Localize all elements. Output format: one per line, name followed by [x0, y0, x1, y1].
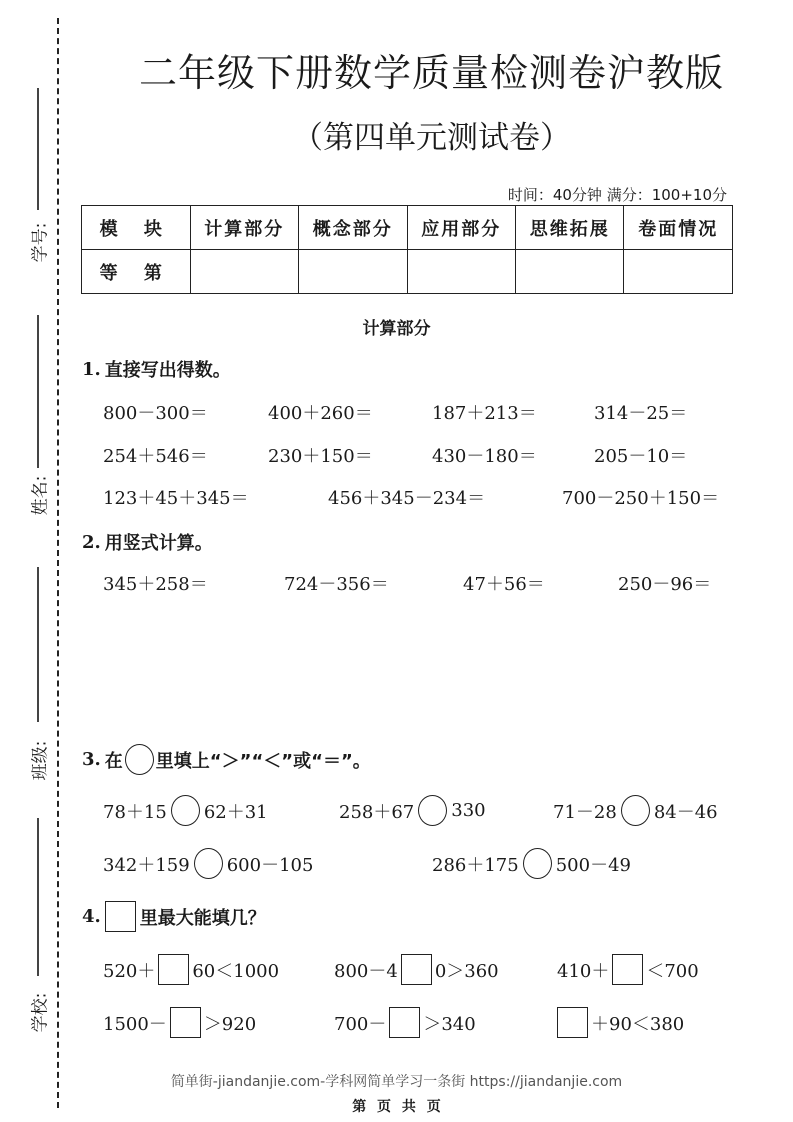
q2-title — [82, 529, 213, 555]
grade-cell-application[interactable] — [407, 250, 515, 294]
score-header-concept: 概念部分 — [299, 206, 407, 250]
q4-right-expr: 0＞360 — [434, 960, 499, 982]
q3-left-expr: 258＋67 — [339, 801, 415, 823]
q4-left-expr: 520＋ — [103, 960, 156, 982]
q3-left-expr: 286＋175 — [432, 854, 519, 876]
q3-text-post: 里填上“＞”“＜”或“＝”。 — [155, 750, 371, 772]
time-score-info: 时间：40分钟 满分：100+10分 — [507, 186, 727, 204]
q2-text: 用竖式计算。 — [104, 533, 213, 554]
square-icon — [105, 901, 136, 932]
student-id-line[interactable] — [37, 88, 39, 210]
score-table-header-row — [82, 206, 733, 250]
q1-item: 430－180＝ — [432, 446, 537, 467]
q1-item: 230＋150＝ — [268, 446, 373, 467]
q4-item — [557, 1007, 684, 1038]
q4-number: 4. — [82, 906, 101, 927]
grade-cell-thinking[interactable] — [515, 250, 623, 294]
school-label: 学校: — [30, 992, 51, 1033]
q1-text: 直接写出得数。 — [104, 360, 231, 381]
score-table-grade-row — [82, 250, 733, 294]
compare-circle-input[interactable] — [523, 848, 552, 879]
q3-right-expr: 600－105 — [226, 854, 314, 876]
fill-box-input[interactable] — [612, 954, 643, 985]
fill-box-input[interactable] — [389, 1007, 420, 1038]
q3-right-expr: 62＋31 — [203, 801, 268, 823]
page-subtitle: （第四单元测试卷） — [292, 120, 571, 156]
q1-item: 800－300＝ — [103, 403, 208, 424]
q1-item: 205－10＝ — [594, 446, 688, 467]
section-title: 计算部分 — [362, 319, 431, 339]
q3-item — [339, 795, 486, 826]
q1-item: 700－250＋150＝ — [562, 488, 720, 509]
class-line[interactable] — [37, 567, 39, 722]
q3-text-pre: 在 — [104, 750, 123, 772]
compare-circle-input[interactable] — [194, 848, 223, 879]
grade-cell-neatness[interactable] — [624, 250, 733, 294]
q3-item — [432, 848, 631, 879]
grade-cell-concept[interactable] — [299, 250, 407, 294]
score-header-calc: 计算部分 — [190, 206, 298, 250]
page-title: 二年级下册数学质量检测卷沪教版 — [138, 51, 724, 95]
q2-item: 724－356＝ — [284, 574, 389, 595]
q4-right-expr: ＞920 — [203, 1013, 257, 1035]
score-header-application: 应用部分 — [407, 206, 515, 250]
score-header-thinking: 思维拓展 — [515, 206, 623, 250]
binding-dashed-line — [57, 18, 59, 1108]
q4-right-expr: 60＜1000 — [192, 960, 280, 982]
page-number-info: 第 页 共 页 — [352, 1099, 441, 1115]
grade-row-label: 等 第 — [82, 250, 191, 294]
q3-left-expr: 78＋15 — [103, 801, 167, 823]
q1-number: 1. — [82, 358, 101, 380]
q4-right-expr: ＞340 — [423, 1013, 476, 1035]
student-id-label: 学号: — [30, 222, 51, 263]
name-line[interactable] — [37, 315, 39, 468]
q1-title — [82, 356, 231, 382]
fill-box-input[interactable] — [170, 1007, 201, 1038]
fill-box-input[interactable] — [401, 954, 432, 985]
score-header-neatness: 卷面情况 — [624, 206, 733, 250]
q4-left-expr: 410＋ — [557, 960, 610, 982]
compare-circle-input[interactable] — [621, 795, 650, 826]
q4-item — [103, 1007, 256, 1038]
q4-item — [334, 954, 499, 985]
score-table — [81, 205, 733, 294]
q3-left-expr: 71－28 — [553, 801, 617, 823]
q4-left-expr: 1500－ — [103, 1013, 167, 1035]
q4-item — [557, 954, 699, 985]
q1-item: 187＋213＝ — [432, 403, 537, 424]
watermark-footer: 简单街-jiandanjie.com-学科网简单学习一条街 https://jiandanjie.com — [170, 1074, 623, 1090]
class-label: 班级: — [30, 740, 51, 781]
q3-number: 3. — [82, 749, 101, 770]
q3-right-expr: 500－49 — [555, 854, 631, 876]
q2-number: 2. — [82, 531, 101, 553]
compare-circle-input[interactable] — [171, 795, 200, 826]
q4-right-expr: ＜700 — [646, 960, 699, 982]
q4-text: 里最大能填几？ — [139, 907, 266, 929]
circle-icon — [125, 744, 154, 775]
q4-item — [334, 1007, 476, 1038]
fill-box-input[interactable] — [158, 954, 189, 985]
grade-cell-calc[interactable] — [190, 250, 298, 294]
q4-left-expr: 700－ — [334, 1013, 387, 1035]
q1-item: 400＋260＝ — [268, 403, 373, 424]
q1-item: 123＋45＋345＝ — [103, 488, 249, 509]
school-line[interactable] — [37, 818, 39, 976]
compare-circle-input[interactable] — [418, 795, 447, 826]
q3-item — [553, 795, 718, 826]
q2-item: 47＋56＝ — [463, 574, 545, 595]
q3-right-expr: 330 — [451, 800, 486, 821]
q4-title — [82, 901, 266, 932]
q1-item: 456＋345－234＝ — [328, 488, 486, 509]
q1-item: 254＋546＝ — [103, 446, 208, 467]
q2-item: 345＋258＝ — [103, 574, 208, 595]
q1-item: 314－25＝ — [594, 403, 688, 424]
q3-right-expr: 84－46 — [653, 801, 718, 823]
name-label: 姓名: — [30, 475, 51, 516]
q4-right-expr: ＋90＜380 — [591, 1013, 685, 1035]
q3-item — [103, 795, 268, 826]
score-header-module: 模 块 — [82, 206, 191, 250]
fill-box-input[interactable] — [557, 1007, 588, 1038]
q2-item: 250－96＝ — [618, 574, 712, 595]
q3-item — [103, 848, 313, 879]
q4-item — [103, 954, 279, 985]
q3-left-expr: 342＋159 — [103, 854, 190, 876]
q3-title — [82, 744, 371, 775]
q4-left-expr: 800－4 — [334, 960, 398, 982]
